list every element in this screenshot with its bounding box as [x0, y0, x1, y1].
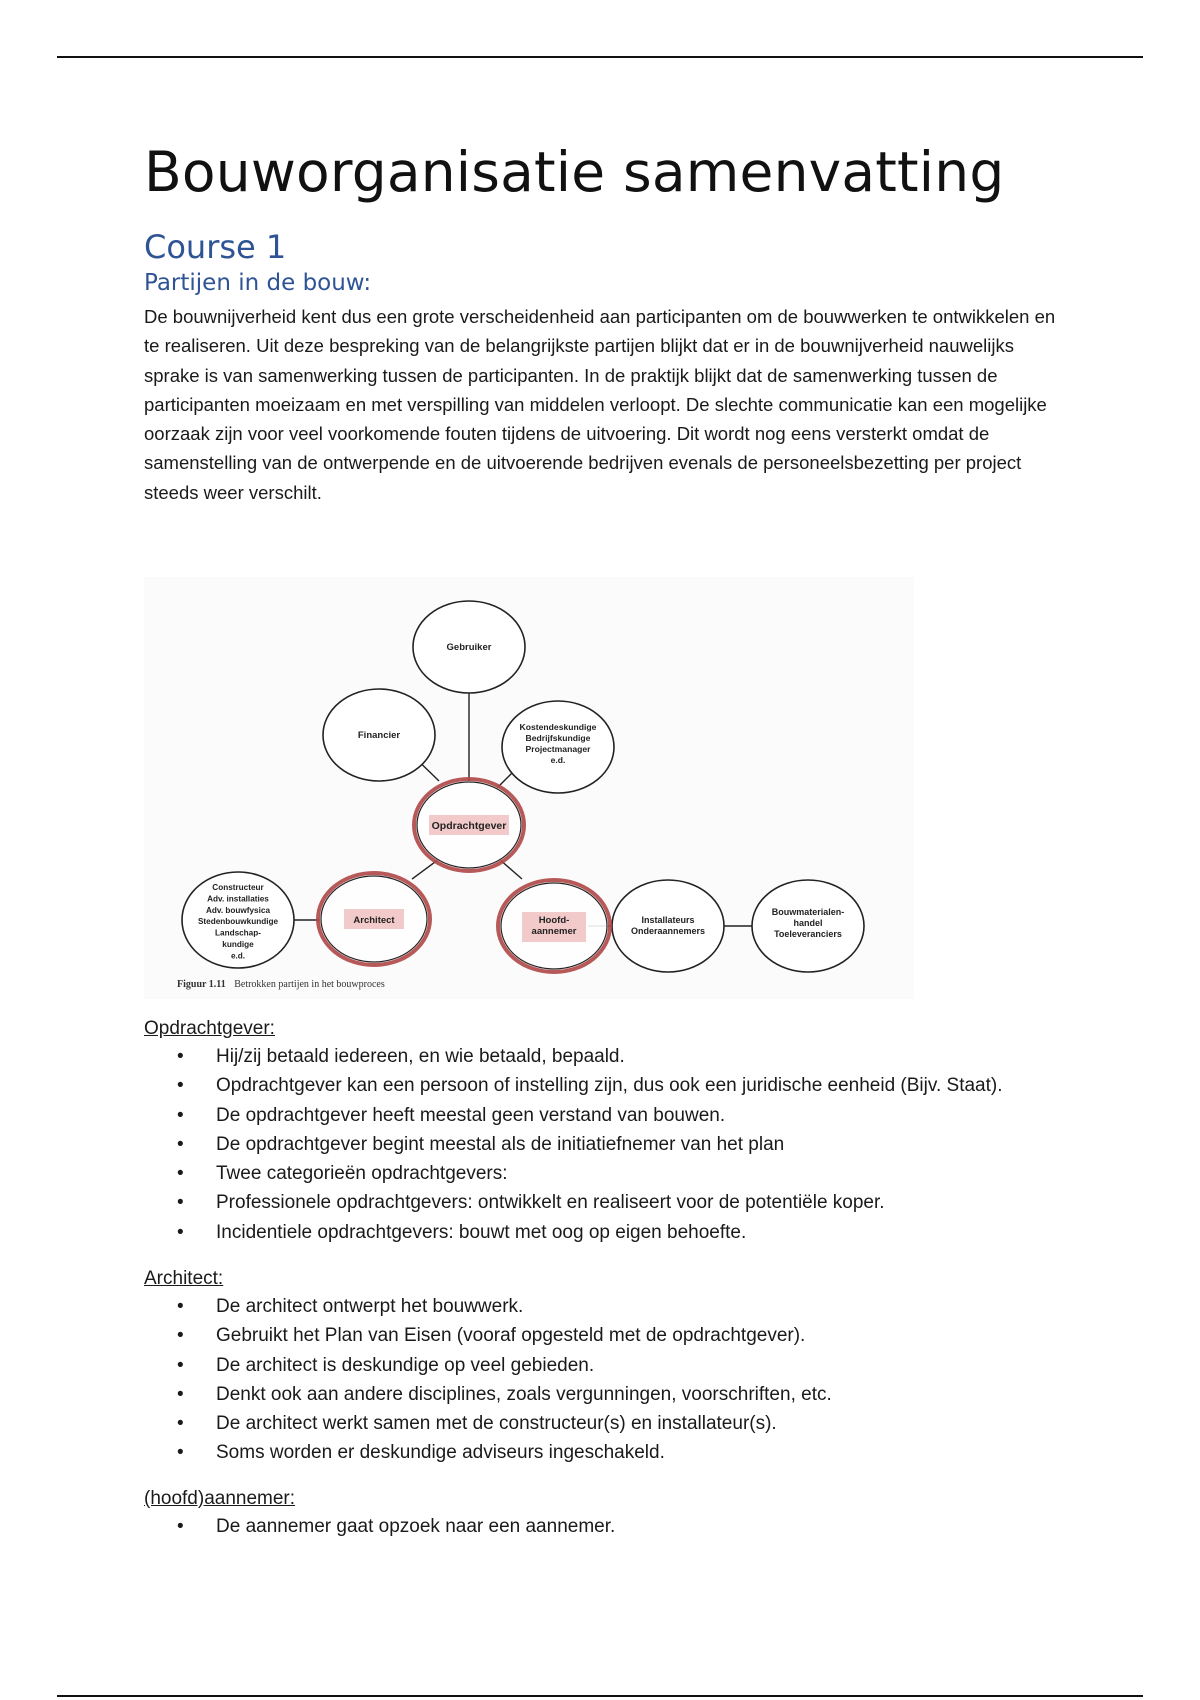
bottom-rule [57, 1695, 1143, 1697]
list-item: • De architect werkt samen met de constructeur(s) en installateur(s). [177, 1413, 777, 1435]
label-installateurs: Installateurs Onderaannemers [630, 915, 706, 936]
list-item: • De opdrachtgever begint meestal als de initiatiefnemer van het plan [177, 1133, 785, 1155]
bullet-list [144, 1512, 1144, 1541]
section-heading: Opdrachtgever: [144, 1018, 275, 1039]
label-hoofdaannemer: Hoofd-aannemer [531, 915, 577, 937]
list-item: • Opdrachtgever kan een persoon of instelling zijn, dus ook een juridische eenheid (Bijv. Staat). [177, 1075, 1003, 1097]
section-heading: Architect: [144, 1268, 224, 1289]
section-opdrachtgever [144, 1015, 1144, 1247]
list-item: • Denkt ook aan andere disciplines, zoals vergunningen, voorschriften, etc. [177, 1383, 832, 1405]
section-heading: (hoofd)aannemer: [144, 1488, 296, 1509]
list-item: • De architect ontwerpt het bouwwerk. [177, 1296, 524, 1317]
partijen-diagram [144, 577, 914, 999]
list-item: • De aannemer gaat opzoek naar een aannemer. [177, 1516, 616, 1537]
list-item: • Hij/zij betaald iedereen, en wie betaald, bepaald. [177, 1046, 625, 1067]
section-hoofdaannemer [144, 1485, 1144, 1541]
label-gebruiker: Gebruiker [446, 642, 492, 653]
subheading-partijen: Partijen in de bouw: [144, 270, 372, 296]
list-item: • Twee categorieën opdrachtgevers: [177, 1163, 508, 1185]
list-item: • Professionele opdrachtgevers: ontwikkelt en realiseert voor de potentiële koper. [177, 1192, 885, 1214]
document-body [144, 140, 1104, 507]
label-opdrachtgever: Opdrachtgever [431, 820, 507, 832]
document-title: Bouworganisatie samenvatting [144, 140, 1005, 204]
label-bouwmaterialen: Bouwmaterialen-handel Toeleveranciers [771, 907, 845, 939]
course-heading: Course 1 [144, 228, 287, 266]
label-architect: Architect [353, 915, 395, 926]
section-architect [144, 1265, 1144, 1468]
top-rule [57, 56, 1143, 58]
bullet-list [144, 1042, 1144, 1247]
caption-label: Figuur 1.11 [177, 979, 226, 990]
list-item: • De architect is deskundige op veel gebieden. [177, 1354, 595, 1376]
list-item: • Incidentiele opdrachtgevers: bouwt met oog op eigen behoefte. [177, 1221, 747, 1243]
svg-text:Figuur 1.11 Betrokken pa [177, 979, 385, 990]
bullet-list [144, 1292, 1144, 1468]
intro-paragraph: De bouwnijverheid kent dus een grote verscheidenheid aan participanten om de bouwwerken te ontwikkelen en te realiseren. Uit deze bespreking van de belangrijkste partijen blijkt dat er in de bouwnijverheid nauwelijks sprake is van samenwerking tussen de participanten. In de praktijk blijkt dat de samenwerking tussen de participanten moeizaam en met verspilling van middelen verloopt. De slechte communicatie kan een mogelijke oorzaak zijn voor veel voorkomende fouten tijdens de uitvoering. Dit wordt nog eens versterkt omdat de samenstelling van de ontwerpende en de uitvoerende bedrijven evenals de personeelsbezetting per project steeds weer verschilt. [144, 306, 1056, 503]
label-financier: Financier [357, 730, 401, 741]
list-item: • Soms worden er deskundige adviseurs ingeschakeld. [177, 1442, 665, 1464]
label-kosten: Kostendeskundige Bedrijfskundige Projectmanager e.d. [519, 722, 597, 765]
caption-text: Betrokken partijen in het bouwproces [234, 979, 385, 990]
list-item: • De opdrachtgever heeft meestal geen verstand van bouwen. [177, 1104, 726, 1126]
label-constructeur: Constructeur Adv. installaties Adv. bouwfysica Stedenbouwkundige Landschap-kundige e.d. [197, 883, 279, 961]
list-item: • Gebruikt het Plan van Eisen (vooraf opgesteld met de opdrachtgever). [177, 1325, 806, 1347]
